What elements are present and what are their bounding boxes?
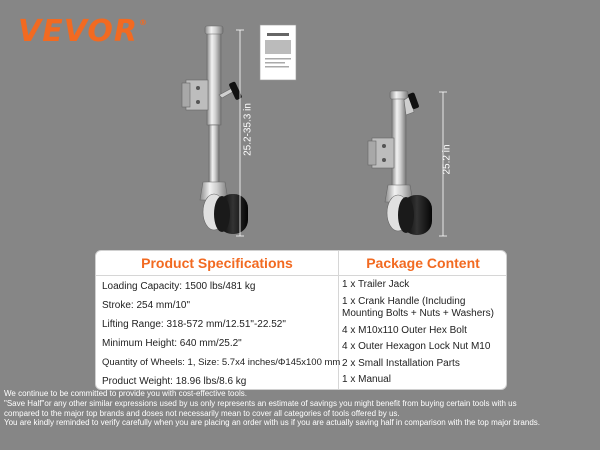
height-label-1: 25.2-35.3 in xyxy=(242,103,254,156)
package-item: 4 x M10x110 Outer Hex Bolt xyxy=(342,324,467,336)
trailer-jack-retracted xyxy=(368,91,432,235)
height-label-2: 25.2 in xyxy=(441,144,453,175)
manual-booklet xyxy=(260,25,296,80)
spec-item: Product Weight: 18.96 lbs/8.6 kg xyxy=(102,376,247,387)
spec-item: Lifting Range: 318-572 mm/12.51"-22.52" xyxy=(102,319,286,330)
brand-registered-mark: ® xyxy=(139,18,149,27)
disclaimer-line: We continue to be committed to provide you with cost-effective tools. xyxy=(4,389,247,398)
spec-item: Loading Capacity: 1500 lbs/481 kg xyxy=(102,281,256,292)
disclaimer-line: You are kindly reminded to verify carefully when you are placing an order with us if you are actually saving half in comparison with the top major brands. xyxy=(4,418,540,428)
package-column xyxy=(338,251,507,389)
specifications-title: Product Specifications xyxy=(96,251,338,276)
package-item: 4 x Outer Hexagon Lock Nut M10 xyxy=(342,341,491,352)
disclaimer-line: compared to the major top brands and doses not necessarily mean to cover all categories of tools offered by us. xyxy=(4,408,400,418)
spec-item: Minimum Height: 640 mm/25.2" xyxy=(102,338,242,349)
disclaimer-line: "Save Half"or any other similar expressions used by us only represents an estimate of savings you might benefit from buying certain tools with us xyxy=(4,398,517,408)
spec-table xyxy=(95,250,507,390)
package-title: Package Content xyxy=(338,251,507,276)
package-item: 1 x Crank Handle (Including Mounting Bolts + Nuts + Washers) xyxy=(342,295,494,319)
spec-item: Stroke: 254 mm/10" xyxy=(102,300,191,311)
spec-item: Quantity of Wheels: 1, Size: 5.7x4 inches/Φ145x100 mm xyxy=(102,357,341,368)
brand-name: VEVOR xyxy=(18,14,139,49)
trailer-jack-extended xyxy=(182,26,248,234)
package-item: 1 x Trailer Jack xyxy=(342,279,410,290)
package-item: 1 x Manual xyxy=(342,374,391,385)
package-item: 2 x Small Installation Parts xyxy=(342,357,460,369)
specifications-column xyxy=(96,251,339,389)
disclaimer xyxy=(4,389,598,428)
